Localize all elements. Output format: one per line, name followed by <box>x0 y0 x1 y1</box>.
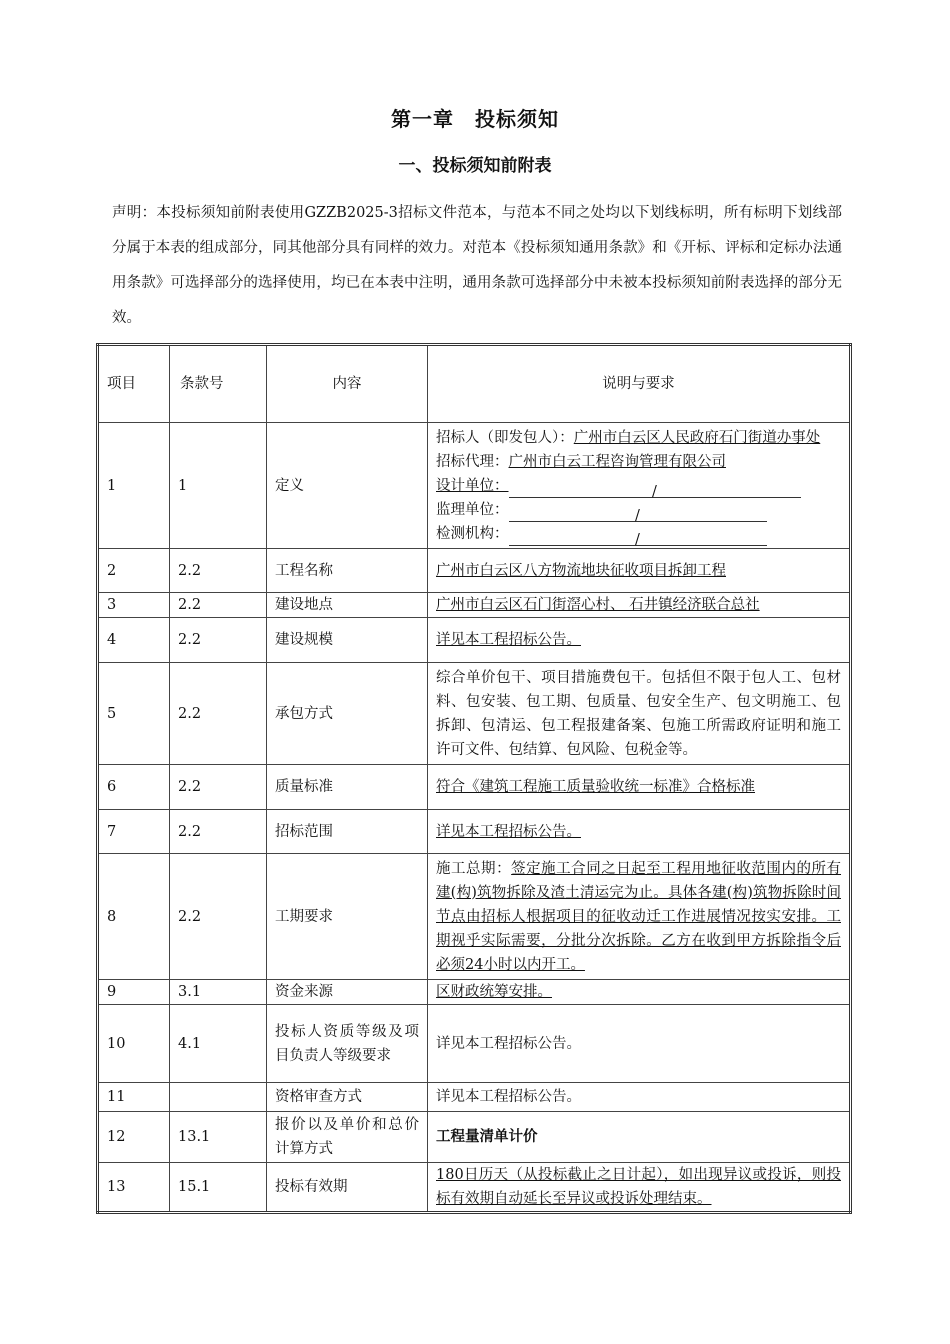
row-desc: 综合单价包干、项目措施费包干。包括但不限于包人工、包材料、包安装、包工期、包质量、包安全生产、包文明施工、包拆卸、包清运、包工程报建备案、包施工所需政府证明和施工许可文件、包结算、包风险、包税金等。 <box>428 663 851 765</box>
row-desc: 详见本工程招标公告。 <box>428 1005 851 1083</box>
row-no: 13 <box>98 1163 170 1213</box>
table-row <box>98 765 851 810</box>
row-desc: 详见本工程招标公告。 <box>428 810 851 854</box>
statement-paragraph: 声明：本投标须知前附表使用GZZB2025-3招标文件范本，与范本不同之处均以下划线标明，所有标明下划线部分属于本表的组成部分，同其他部分具有同样的效力。对范本《投标须知通用条款》和《开标、评标和定标办法通用条款》可选择部分的选择使用，均已在本表中注明，通用条款可选择部分中未被本投标须知前附表选择的部分无效。 <box>112 205 842 326</box>
row-desc <box>428 423 851 549</box>
row-clause: 15.1 <box>170 1163 267 1213</box>
row-no: 6 <box>98 765 170 810</box>
row-no: 2 <box>98 549 170 593</box>
table-header-row <box>98 345 851 423</box>
row-desc: 广州市白云区八方物流地块征收项目拆卸工程 <box>428 549 851 593</box>
definition-line: 监理单位： / <box>436 498 841 522</box>
row-clause: 2.2 <box>170 854 267 980</box>
header-no: 项目 <box>98 345 170 423</box>
row-item: 资格审查方式 <box>267 1083 428 1112</box>
row-clause: 2.2 <box>170 549 267 593</box>
table-row <box>98 593 851 618</box>
row-desc: 详见本工程招标公告。 <box>428 618 851 663</box>
row-no: 7 <box>98 810 170 854</box>
row-item: 报价以及单价和总价计算方式 <box>267 1112 428 1163</box>
table-row <box>98 423 851 549</box>
table-row <box>98 1005 851 1083</box>
table-row <box>98 1083 851 1112</box>
row-item: 投标有效期 <box>267 1163 428 1213</box>
row-no: 4 <box>98 618 170 663</box>
header-clause: 条款号 <box>170 345 267 423</box>
row-item: 质量标准 <box>267 765 428 810</box>
row-desc: 符合《建筑工程施工质量验收统一标准》合格标准 <box>428 765 851 810</box>
row-item: 工期要求 <box>267 854 428 980</box>
row-clause: 13.1 <box>170 1112 267 1163</box>
definition-line: 招标代理：广州市白云工程咨询管理有限公司 <box>436 453 726 470</box>
row-no: 3 <box>98 593 170 618</box>
row-item: 资金来源 <box>267 980 428 1005</box>
row-clause: 2.2 <box>170 663 267 765</box>
row-desc: 详见本工程招标公告。 <box>428 1083 851 1112</box>
table-row <box>98 980 851 1005</box>
definition-line: 招标人（即发包人）：广州市白云区人民政府石门街道办事处 <box>436 429 821 446</box>
definition-line: 检测机构： / <box>436 522 841 546</box>
section-title: 一、投标须知前附表 <box>398 156 552 176</box>
row-no: 1 <box>98 423 170 549</box>
row-desc: 区财政统筹安排。 <box>428 980 851 1005</box>
row-desc: 施工总期：签定施工合同之日起至工程用地征收范围内的所有建(构)筑物拆除及渣土清运完为止。具体各建(构)筑物拆除时间节点由招标人根据项目的征收动迁工作进展情况按实安排。工期视乎实际需要，分批分次拆除。乙方在收到甲方拆除指令后必须24小时以内开工。 <box>428 854 851 980</box>
row-clause <box>170 1083 267 1112</box>
header-desc: 说明与要求 <box>428 345 851 423</box>
row-no: 12 <box>98 1112 170 1163</box>
row-no: 8 <box>98 854 170 980</box>
bid-instructions-table <box>96 343 852 1214</box>
row-clause: 2.2 <box>170 765 267 810</box>
row-clause: 2.2 <box>170 810 267 854</box>
table-row <box>98 1112 851 1163</box>
definition-line: 设计单位： / <box>436 474 841 498</box>
row-clause: 2.2 <box>170 618 267 663</box>
row-clause: 3.1 <box>170 980 267 1005</box>
table-row <box>98 618 851 663</box>
row-item: 投标人资质等级及项目负责人等级要求 <box>267 1005 428 1083</box>
row-item: 定义 <box>267 423 428 549</box>
row-no: 9 <box>98 980 170 1005</box>
row-no: 5 <box>98 663 170 765</box>
row-clause: 4.1 <box>170 1005 267 1083</box>
table-row <box>98 810 851 854</box>
row-desc: 广州市白云区石门街滘心村、 石井镇经济联合总社 <box>428 593 851 618</box>
row-clause: 2.2 <box>170 593 267 618</box>
row-clause: 1 <box>170 423 267 549</box>
table-row <box>98 663 851 765</box>
row-no: 10 <box>98 1005 170 1083</box>
table-row <box>98 1163 851 1213</box>
header-item: 内容 <box>267 345 428 423</box>
row-item: 承包方式 <box>267 663 428 765</box>
row-item: 工程名称 <box>267 549 428 593</box>
row-no: 11 <box>98 1083 170 1112</box>
row-desc: 180日历天（从投标截止之日计起），如出现异议或投诉，则投标有效期自动延长至异议或投诉处理结束。 <box>428 1163 851 1213</box>
table-row <box>98 854 851 980</box>
row-desc: 工程量清单计价 <box>428 1112 851 1163</box>
table-row <box>98 549 851 593</box>
row-item: 建设规模 <box>267 618 428 663</box>
chapter-title: 第一章 投标须知 <box>391 107 559 131</box>
row-item: 建设地点 <box>267 593 428 618</box>
row-item: 招标范围 <box>267 810 428 854</box>
